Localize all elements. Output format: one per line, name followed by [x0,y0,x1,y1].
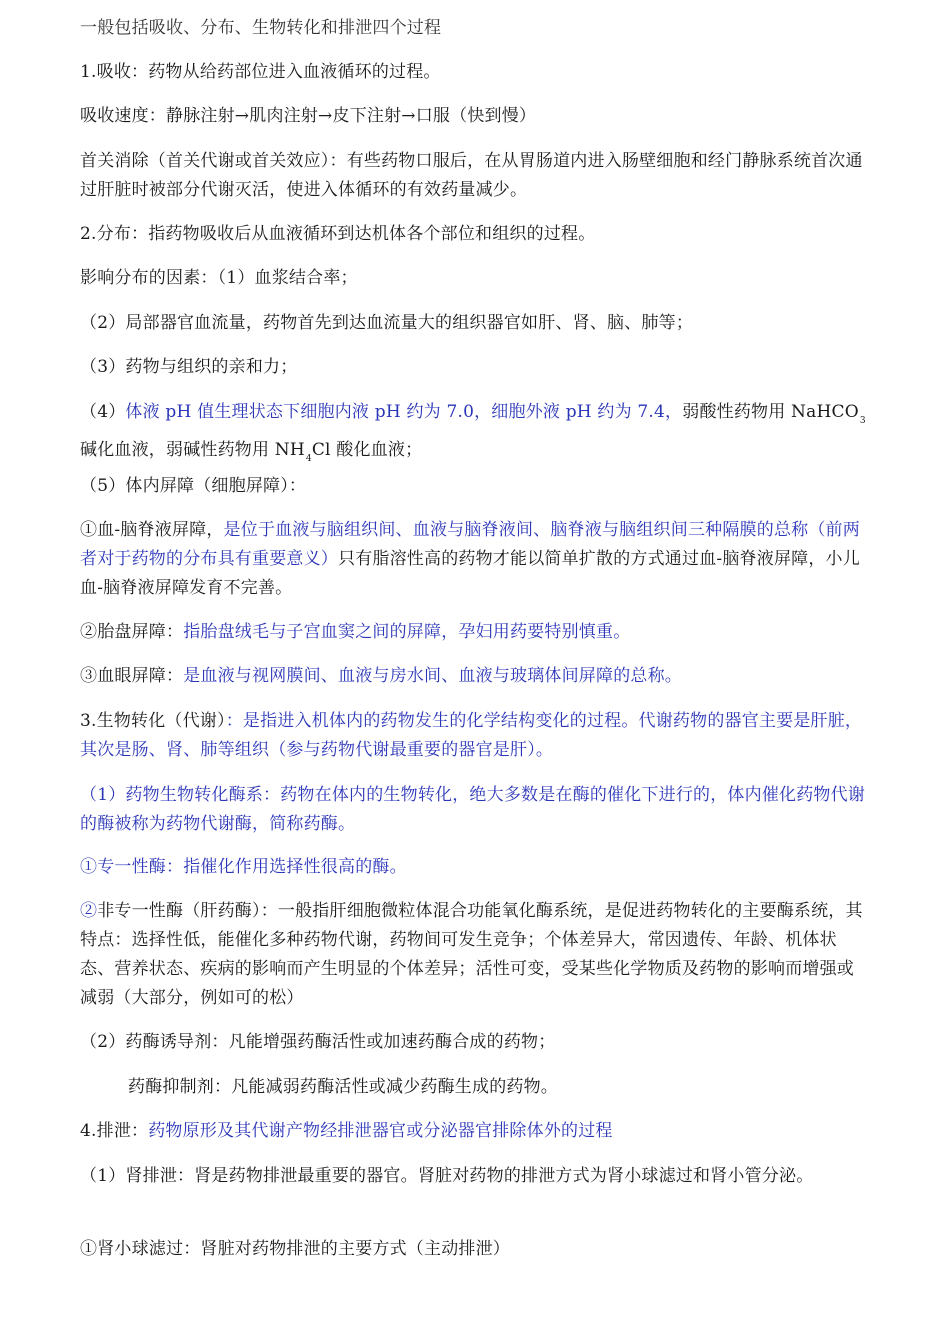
section-absorption-heading: 1.吸收：药物从给药部位进入血液循环的过程。 [80,62,441,82]
distribution-factor-2: （2）局部器官血流量，药物首先到达血流量大的组织器官如肝、肾、脑、肺等； [80,313,694,333]
factor-4-acidify-text: Cl 酸化血液； [311,440,423,460]
factor-4-alkaline-text: 碱化血液，弱碱性药物用 NH [80,440,305,460]
excretion-heading: 4.排泄： [80,1121,149,1141]
factor-4-ph-text: 体液 pH 值生理状态下细胞内液 pH 约为 7.0，细胞外液 pH 约为 7.4， [125,402,683,422]
section-distribution-heading: 2.分布：指药物吸收后从血液循环到达机体各个部位和组织的过程。 [80,224,596,244]
enzyme-system-paragraph [80,781,870,839]
subscript-4: 4 [305,454,312,464]
distribution-factor-4 [80,398,870,474]
enzyme-inducer-line: （2）药酶诱导剂：凡能增强药酶活性或加速药酶合成的药物； [80,1032,556,1052]
placental-barrier-definition: 指胎盘绒毛与子宫血窦之间的屏障，孕妇用药要特别慎重。 [183,622,631,642]
distribution-factor-1: 影响分布的因素：（1）血浆结合率； [80,268,358,288]
bbb-note: 只有脂溶性高的药物才能以简单扩散的方式通过血-脑脊液屏障，小儿血-脑脊液屏障发育不完善。 [80,549,860,598]
distribution-factor-3: （3）药物与组织的亲和力； [80,357,298,377]
bbb-definition: 是位于血液与脑组织间、血液与脑脊液间、脑脊液与脑组织间三种隔膜的总称（前两者对于药物的分布具有重要意义） [80,520,860,569]
factor-4-acidic-text: 弱酸性药物用 NaHCO [682,402,859,422]
nonspecific-enzyme-paragraph [80,897,870,1013]
blood-brain-barrier-paragraph [80,516,870,603]
specific-enzyme-line: ①专一性酶：指催化作用选择性很高的酶。 [80,857,407,877]
enzyme-system-definition: 药物在体内的生物转化，绝大多数是在酶的催化下进行的，体内催化药物代谢的酶被称为药物代谢酶，简称药酶。 [80,785,866,834]
glomerular-filtration-line: ①肾小球滤过：肾脏对药物排泄的主要方式（主动排泄） [80,1239,510,1259]
enzyme-system-label: （1）药物生物转化酶系： [80,785,281,805]
distribution-factor-5: （5）体内屏障（细胞屏障）： [80,476,307,496]
enzyme-inhibitor-line: 药酶抑制剂：凡能减弱药酶活性或减少药酶生成的药物。 [128,1077,558,1097]
blood-eye-barrier-label: ③血眼屏障： [80,666,184,686]
placental-barrier-label: ②胎盘屏障： [80,622,184,642]
section-excretion-line [80,1117,880,1146]
renal-excretion-paragraph: （1）肾排泄：肾是药物排泄最重要的器官。肾脏对药物的排泄方式为肾小球滤过和肾小管分泌。 [80,1166,814,1186]
bbb-label: ①血-脑脊液屏障， [80,520,224,540]
biotransformation-definition: ：是指进入机体内的药物发生的化学结构变化的过程。代谢药物的器官主要是肝脏，其次是肠、肾、肺等组织（参与药物代谢最重要的器官是肝）。 [80,711,863,760]
absorption-speed-text: 吸收速度：静脉注射→肌肉注射→皮下注射→口服（快到慢） [80,106,537,126]
factor-4-number: （4） [80,402,126,422]
blood-eye-barrier-line [80,662,880,691]
excretion-definition: 药物原形及其代谢产物经排泄器官或分泌器官排除体外的过程 [148,1121,613,1141]
section-biotransformation-paragraph [80,707,870,765]
subscript-3: 3 [859,416,866,426]
first-pass-elimination-paragraph: 首关消除（首关代谢或首关效应）：有些药物口服后，在从胃肠道内进入肠壁细胞和经门静脉系统首次通过肝脏时被部分代谢灭活，使进入体循环的有效药量减少。 [80,151,863,200]
blood-eye-barrier-definition: 是血液与视网膜间、血液与房水间、血液与玻璃体间屏障的总称。 [183,666,683,686]
cut-off-heading-line: 一般包括吸收、分布、生物转化和排泄四个过程 [80,18,442,38]
nonspecific-enzyme-text: 非专一性酶（肝药酶）：一般指肝细胞微粒体混合功能氧化酶系统，是促进药物转化的主要酶系统，其特点：选择性低，能催化多种药物代谢，药物间可发生竞争；个体差异大，常因遗传、年龄、机体状态、营养状态、疾病的影响而产生明显的个体差异；活性可变，受某些化学物质及药物的影响而增强或减弱（大部分，例如可的松） [80,901,863,1008]
placental-barrier-line [80,618,880,647]
biotransformation-heading: 3.生物转化（代谢） [80,711,226,731]
nonspecific-enzyme-marker: ② [80,901,98,921]
